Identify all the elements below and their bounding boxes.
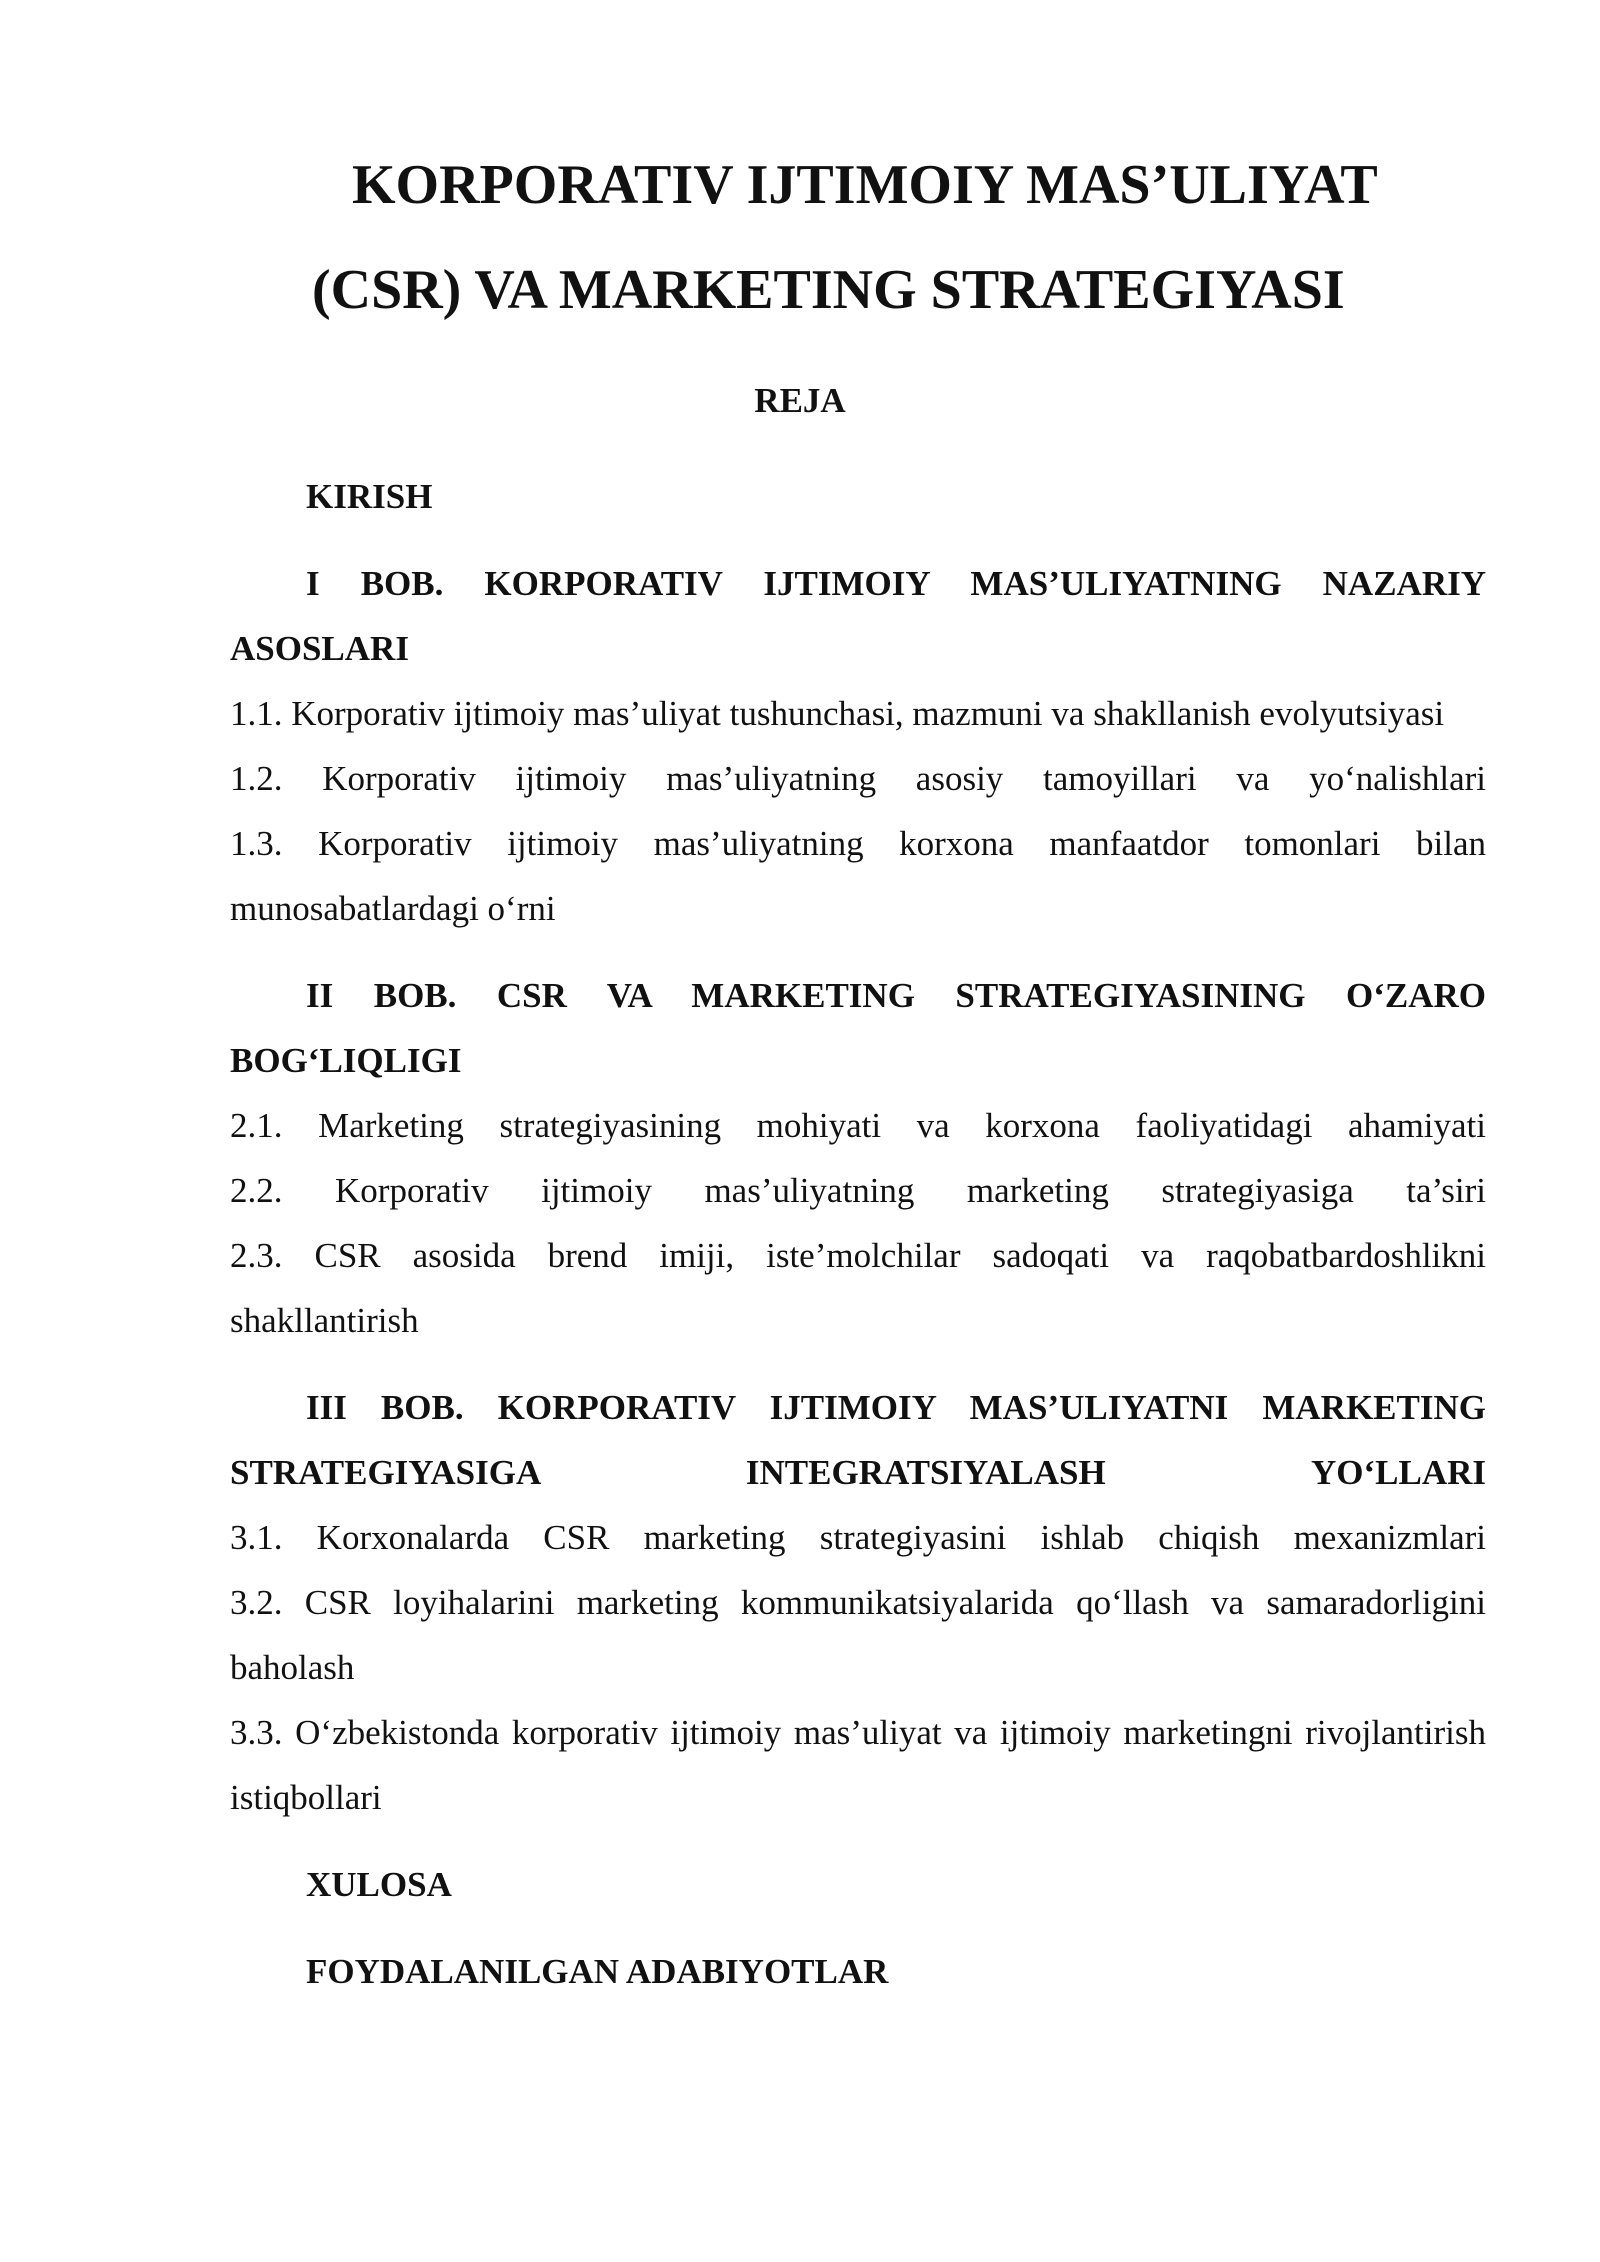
section-2-3: 2.3. CSR asosida brend imiji, iste’molchilar sadoqati va raqobatbardoshlikni shakllantirish [230, 1236, 1486, 1340]
plan-heading: REJA [754, 381, 846, 420]
document-title-line-1: KORPORATIV IJTIMOIY MAS’ULIYAT [352, 154, 1378, 216]
section-3-2: 3.2. CSR loyihalarini marketing kommunikatsiyalarida qo‘llash va samaradorligini baholash [230, 1583, 1486, 1687]
section-3-1: 3.1. Korxonalarda CSR marketing strategiyasini ishlab chiqish mexanizmlari [230, 1518, 1486, 1557]
chapter-1-heading: I BOB. KORPORATIV IJTIMOIY MAS’ULIYATNING NAZARIY ASOSLARI [230, 564, 1486, 668]
section-1-2: 1.2. Korporativ ijtimoiy mas’uliyatning asosiy tamoyillari va yo‘nalishlari [230, 759, 1486, 798]
conclusion-heading: XULOSA [306, 1865, 452, 1904]
table-of-contents [230, 464, 1486, 2004]
chapter-3-heading: III BOB. KORPORATIV IJTIMOIY MAS’ULIYATNI MARKETING STRATEGIYASIGA INTEGRATSIYALASH YO‘LLARI [230, 1388, 1486, 1492]
chapter-2-heading: II BOB. CSR VA MARKETING STRATEGIYASINING O‘ZARO BOG‘LIQLIGI [230, 976, 1486, 1080]
section-2-2: 2.2. Korporativ ijtimoiy mas’uliyatning marketing strategiyasiga ta’siri [230, 1171, 1486, 1210]
section-1-3: 1.3. Korporativ ijtimoiy mas’uliyatning korxona manfaatdor tomonlari bilan munosabatlardagi o‘rni [230, 824, 1486, 928]
references-heading: FOYDALANILGAN ADABIYOTLAR [306, 1952, 889, 1991]
section-1-1: 1.1. Korporativ ijtimoiy mas’uliyat tushunchasi, mazmuni va shakllanish evolyutsiyasi [230, 694, 1445, 733]
section-2-1: 2.1. Marketing strategiyasining mohiyati va korxona faoliyatidagi ahamiyati [230, 1106, 1486, 1145]
intro-heading: KIRISH [306, 477, 433, 516]
document-title-line-2: (CSR) VA MARKETING STRATEGIYASI [312, 259, 1345, 321]
section-3-3: 3.3. O‘zbekistonda korporativ ijtimoiy mas’uliyat va ijtimoiy marketingni rivojlantirish istiqbollari [230, 1713, 1486, 1817]
